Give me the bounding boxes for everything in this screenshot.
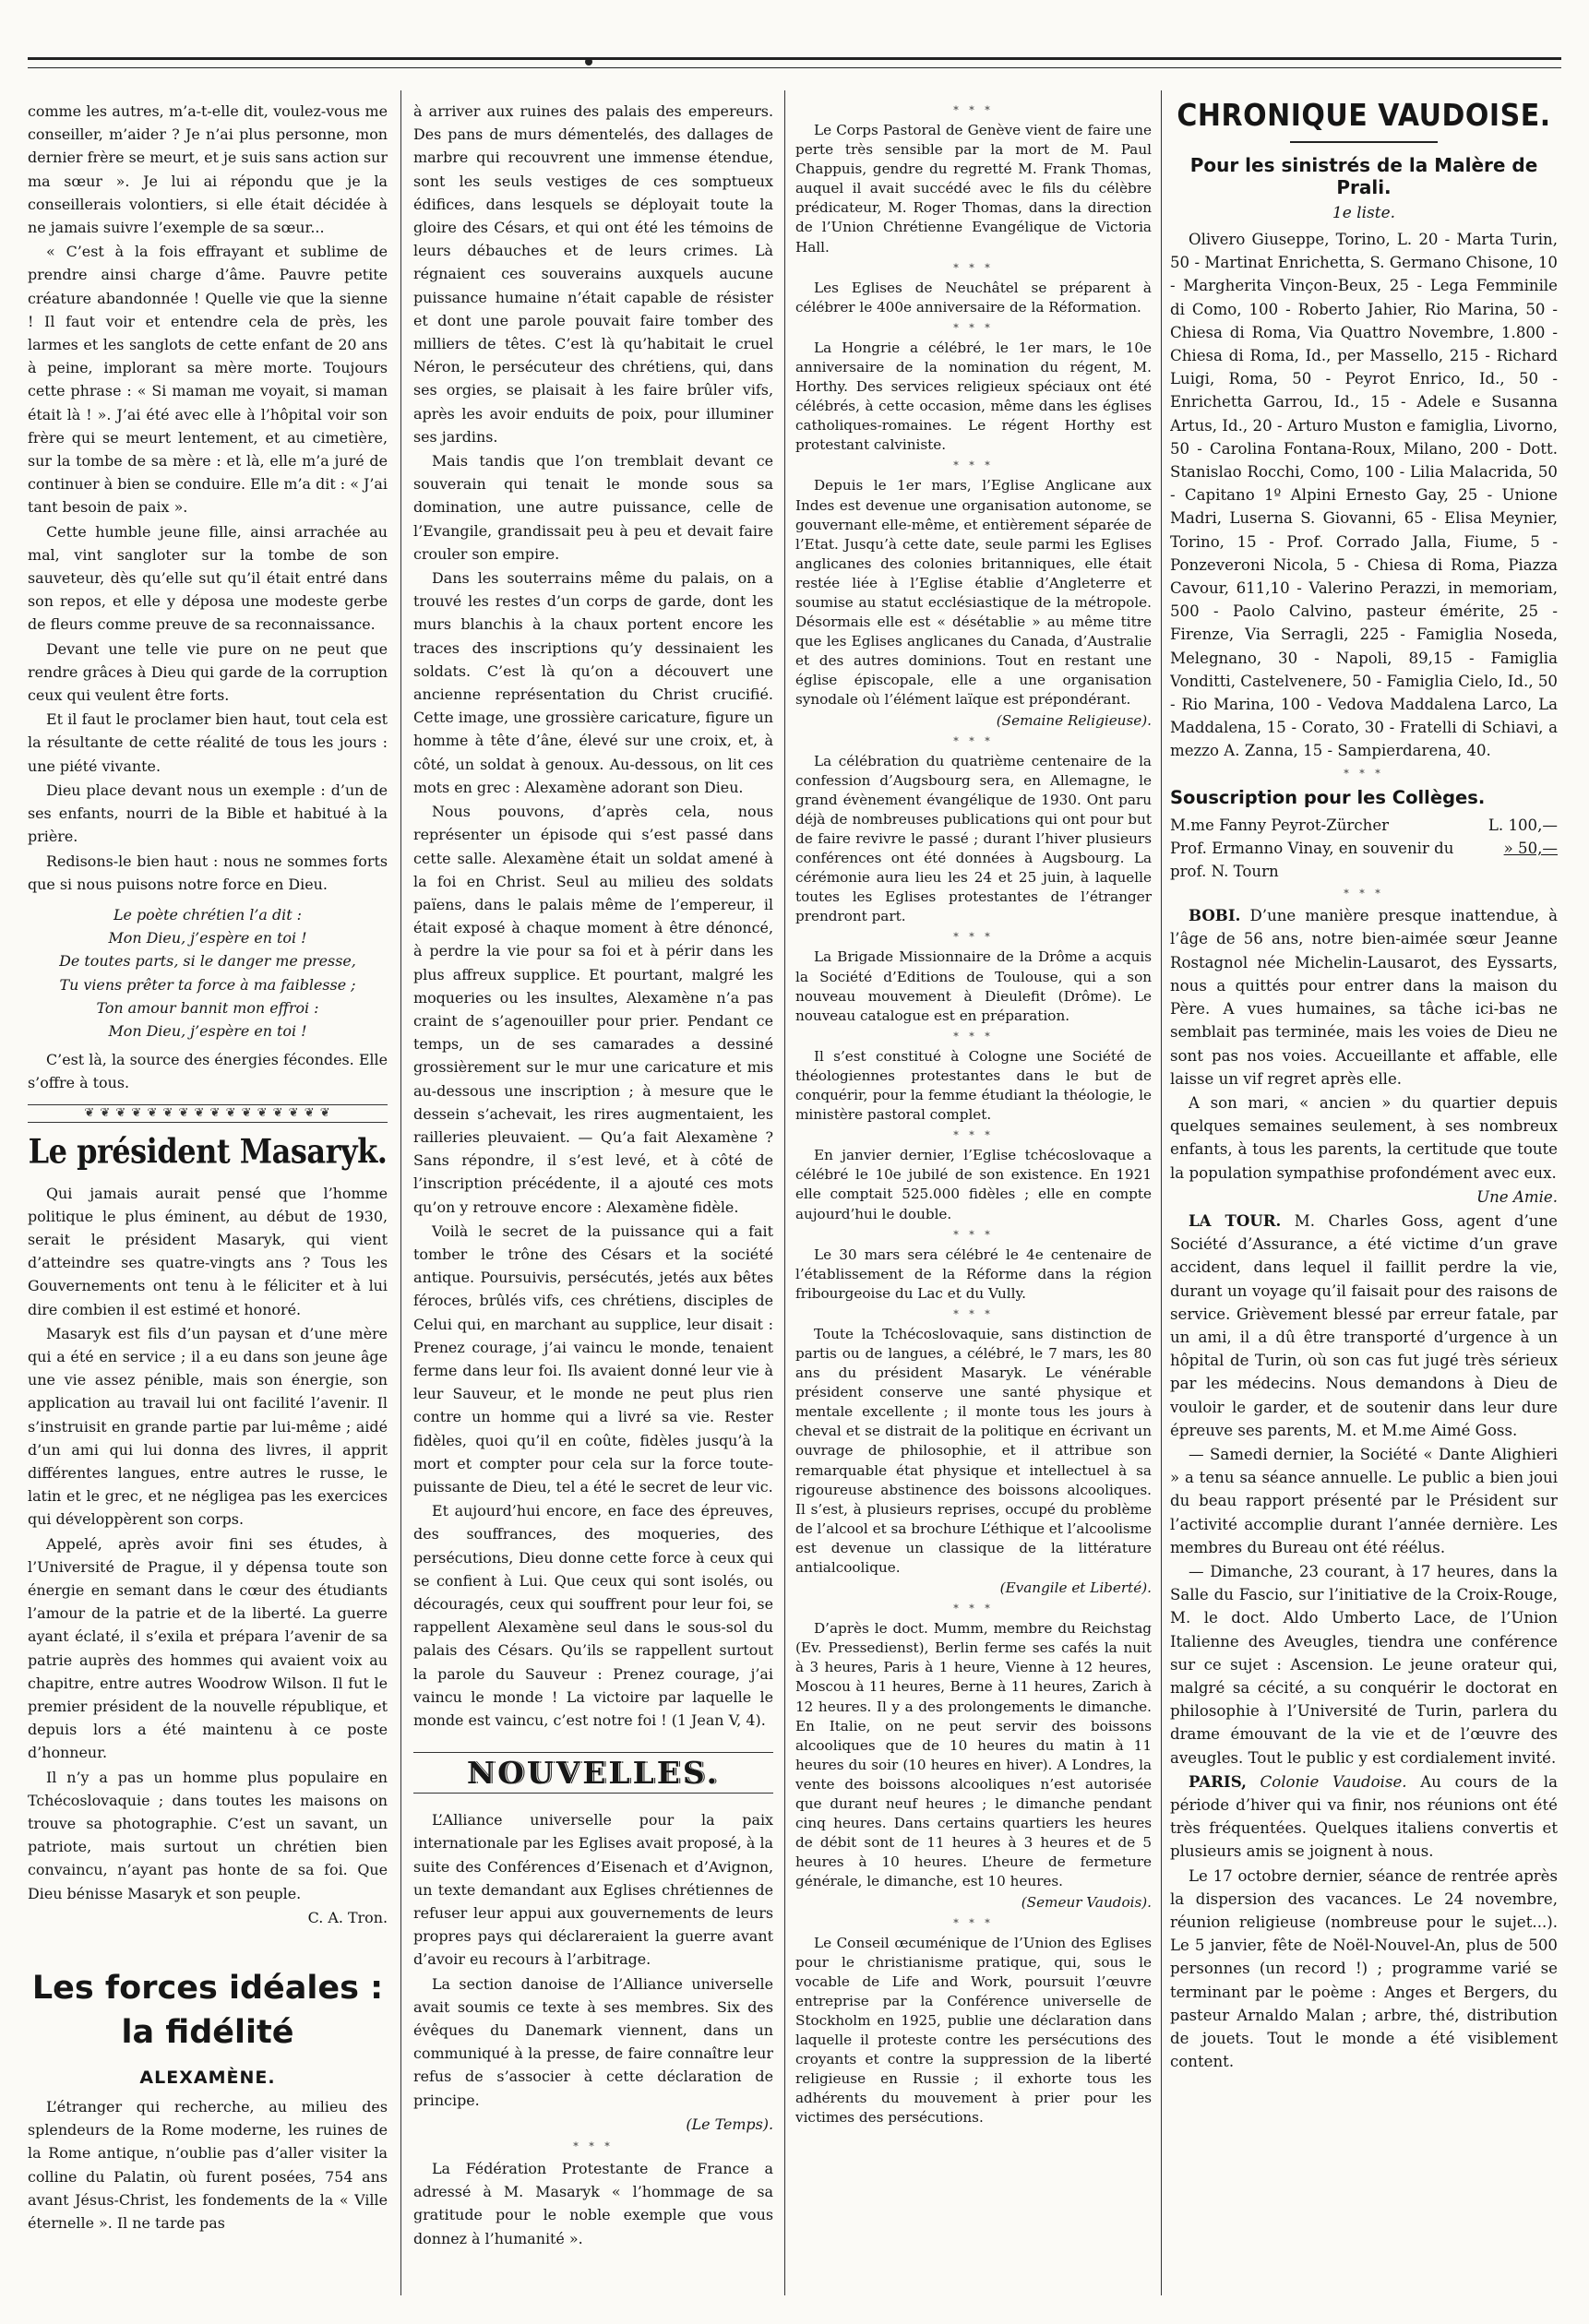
section-stars: * * * [953,104,994,116]
column-4 [1170,100,1558,2300]
news-item: La Hongrie a célébré, le 1er mars, le 10e anniversaire de la nomination du régent, M. Horthy. Des services religieux spéciaux ont été célébrés, à cette occasion, même dans les églises catholiques-romaines. Le régent Horthy est protestant calviniste. [795,339,1152,454]
poem-line: Mon Dieu, j’espère en toi ! [108,1021,307,1040]
section-stars: * * * [953,1030,994,1043]
column-3 [795,100,1152,2300]
place-heading: BOBI. [1189,906,1241,925]
news-item: D’après le doct. Mumm, membre du Reichstag (Ev. Pressedienst), Berlin ferme ses cafés la nuit à 3 heures, Paris à 1 heure, Vienne à 12 heures, Moscou à 11 heures, Berne à 11 heures, Zarich à 12 heures. Il y a des prolongements le dimanche. En Italie, on ne peut servir des boissons alcooliques que de 10 heures du matin à 11 heures du soir (10 heures en hiver). A Londres, la vente des boissons alcooliques n’est autorisée que durant neuf heures ; le dimanche pendant cinq heures. Dans certains quartiers les heures de débit sont de 11 heures à 3 heures et de 5 heures à 10 heures. L’heure de fermeture générale, le dimanche, est 10 heures. [795,1620,1152,1890]
column-1 [28,100,388,2300]
section-stars: * * * [953,1603,994,1615]
news-item: Toute la Tchécoslovaquie, sans distinction de partis ou de langues, a célébré, le 7 mars, les 80 ans du président Masaryk. Le vénérable président conserve une santé physique et mentale excellente ; il monte tous les jours à cheval et se distrait de la politique en écrivant un ouvrage de philosophie, et il attribue son remarquable état physique et intellectuel à sa rigoureuse abstinence des boissons alcooliques. Il s’est, à plusieurs reprises, occupé du problème de l’alcool et sa brochure L’éthique et l’alcoolisme est devenue un classique de la littérature antialcoolique. [795,1325,1152,1576]
source-citation: (Evangile et Liberté). [999,1579,1152,1597]
paragraph: L’étranger qui recherche, au milieu des splendeurs de la Rome moderne, les ruines de la Rome antique, n’oublie pas d’aller visiter la colline du Palatin, où furent posées, 754 ans avant Jésus-Christ, les fondements de la « Ville éternelle ». Il ne tarde pas [28,2098,388,2233]
paragraph-text: Au cours de la période d’hiver qui va finir, nos réunions ont été très fréquentées. Quelques italiens convertis et plusieurs amis se joignent à nous. [1170,1772,1558,1861]
column-rule [1161,90,1162,2295]
paragraph: — Samedi dernier, la Société « Dante Alighieri » a tenu sa séance annuelle. Le public a bien joui du beau rapport présenté par le Président sur l’activité accomplie durant l’année dernière. Les membres du Bureau ont été réélus. [1170,1445,1558,1556]
poem-line: Le poète chrétien l’a dit : [114,905,302,924]
column-2 [413,100,773,2300]
donor-row [1170,837,1558,883]
news-item: Le 30 mars sera célébré le 4e centenaire de l’établissement de la Réforme dans la région fribourgeoise du Lac et du Vully. [795,1245,1152,1302]
poem-line: Tu viens prêter ta force à ma faiblesse ; [59,975,356,994]
section-stars: * * * [953,321,994,334]
paragraph: Mais tandis que l’on tremblait devant ce souverain qui tenait le monde sous sa domination, une autre puissance, celle de l’Evangile, grandissait peu à peu et devait faire crouler son empire. [413,452,773,563]
paragraph [1170,1210,1558,1442]
paragraph-text: M. Charles Goss, agent d’une Société d’Assurance, a été victime d’un grave accident, dans lequel il faillit perdre la vie, durant un voyage qu’il faisait pour des raisons de service. Grièvement blessé par erreur fatale, par un ami, il a dû être transporté d’urgence à un hôpital de Turin, où son cas fut jugé très sérieux par les médecins. Nous demandons à Dieu de vouloir le garder, et de soutenir dans leur dure épreuve ses parents, M. et M.me Aimé Goss. [1170,1211,1558,1439]
paragraph: Appelé, après avoir fini ses études, à l’Université de Prague, il y dépensa toute son énergie en semant dans le cœur des étudiants l’amour de la patrie et de la liberté. La guerre ayant éclaté, il s’exila et prépara l’avenir de sa patrie auprès des hommes qui avaient voix au chapitre, entre autres Woodrow Wilson. Il fut le premier président de la nouvelle république, et depuis lors a été maintenu à ce poste d’honneur. [28,1534,388,1762]
forces-headline: Les forces idéales : la fidélité [31,1970,384,2052]
author-signature: C. A. Tron. [307,1908,388,1926]
donor-amount: » 50,— [1503,839,1558,857]
paragraph: A son mari, « ancien » du quartier depuis quelques semaines seulement, à ses nombreux enfants, à tous les parents, la certitude que toute la population sympathise profondément avec eux. [1170,1093,1558,1182]
paragraph: Le 17 octobre dernier, séance de rentrée après la dispersion des vacances. Le 24 novembre, réunion religieuse (nombreuse pour le sujet...). Le 5 janvier, fête de Noël-Nouvel-An, plus de 500 personnes (un record !) ; programme varié se terminant par le poème : Anges et Bergers, du pasteur Arnaldo Malan ; arbre, thé, distribution de jouets. Tout le monde a été visiblement content. [1170,1866,1558,2071]
poem-line: Ton amour bannit mon effroi : [96,998,319,1017]
paragraph [1170,1770,1558,1864]
paragraph: Voilà le secret de la puissance qui a fait tomber le trône des Césars et la société antique. Poursuivis, persécutés, jetés aux bêtes féroces, brûlés vifs, ces chrétiens, disciples de Celui qui, en marchant au supplice, leur disait : Prenez courage, j’ai vaincu le monde, tenaient ferme dans leur foi. Ils avaient donné leur vie à leur Sauveur, et le monde ne peut plus rien contre un homme qui a livré sa vie. Rester fidèles, quoi qu’il en coûte, fidèles jusqu’à la mort et compter pour cela sur la force toute-puissante de Dieu, tel a été le secret de leur vic. [413,1222,773,1496]
news-item: Le Conseil œcuménique de l’Union des Eglises pour le christianisme pratique, qui, sous le vocable de Life and Work, poursuit l’œuvre entreprise par la Conférence universelle de Stockholm en 1925, publie une déclaration dans laquelle il proteste contre les persécutions des croyants et contre la suppression de la liberté religieuse en Russie ; il exhorte tous les adhérents du mouvement à prier pour les victimes des persécutions. [795,1934,1152,2127]
top-rule-ornament [585,58,592,66]
nouvelles-headline: NOUVELLES. [413,1752,773,1794]
paragraph [1170,904,1558,1090]
source-citation: (Semaine Religieuse). [996,711,1152,729]
news-item: La célébration du quatrième centenaire de la confession d’Augsbourg sera, en Allemagne, le grand évènement évangélique de 1930. Ont paru déjà de nombreuses publications qui ont pour but de faire revivre le passé ; durant l’hiver plusieurs conférences ont été données à Augsbourg. La cérémonie aura lieu les 24 et 25 juin, à laquelle toutes les Eglises protestantes de l’étranger prendront part. [795,752,1152,925]
paragraph: Qui jamais aurait pensé que l’homme politique le plus éminent, au début de 1930, serait le président Masaryk, qui vient d’atteindre ses quatre-vingts ans ? Tous les Gouvernements ont tenu à le féliciter et à lui dire combien il est estimé et honoré. [28,1184,388,1318]
author-signature: Une Amie. [1476,1187,1558,1206]
section-stars: * * * [953,734,994,747]
paragraph: Cette humble jeune fille, ainsi arrachée au mal, vint sangloter sur la tombe de son sauveteur, dès qu’elle sut qu’il était entré dans son repos, et elle y déposa une modeste gerbe de fleurs comme preuve de sa reconnaissance. [28,522,388,634]
news-item: Il s’est constitué à Cologne une Société de théologiennes protestantes dans le but de conquérir, pour la femme étudiant la théologie, le ministère pastoral complet. [795,1047,1152,1124]
paragraph: Redisons-le bien haut : nous ne sommes forts que si nous puisons notre force en Dieu. [28,852,388,893]
section-stars: * * * [953,1228,994,1241]
paragraph: Il n’y a pas un homme plus populaire en Tchécoslovaquie ; dans toutes les maisons on trouve sa photographie. C’est un savant, un patriote, mais surtout un chrétien bien convaincu, n’ayant pas honte de sa foi. Que Dieu bénisse Masaryk et son peuple. [28,1768,388,1902]
paragraph: C’est là, la source des énergies fécondes. Elle s’offre à tous. [28,1051,388,1092]
alexamene-subheadline: ALEXAMÈNE. [139,2068,276,2089]
paragraph: Devant une telle vie pure on ne peut que rendre grâces à Dieu qui garde de la corruption ceux qui veulent être forts. [28,639,388,705]
place-heading: PARIS, [1189,1771,1247,1791]
poem-line: Mon Dieu, j’espère en toi ! [108,929,307,947]
news-item: En janvier dernier, l’Eglise tchécoslovaque a célébré le 10e jubilé de son existence. En 1921 elle comptait 525.000 fidèles ; elle en compte aujourd’hui le double. [795,1147,1152,1222]
section-stars: * * * [953,459,994,472]
masaryk-headline: Le président Masaryk. [28,1130,388,1172]
paragraph: comme les autres, m’a-t-elle dit, voulez-vous me conseiller, m’aider ? Je n’ai plus personne, mon dernier frère se meurt, et je suis sans action sur ma sœur ». Je lui ai répondu que je la conseillerais volontiers, si elle était décidée à ne jamais suivre l’exemple de sa sœur... [28,102,388,237]
paragraph-text: D’une manière presque inattendue, à l’âge de 56 ans, notre bien-aimée sœur Jeanne Rostagnol née Michelin-Lausarot, des Eyssarts, nous a quittés pour entrer dans la maison du Père. A vues humaines, sa tâche ici-bas ne semblait pas terminée, mais les voies de Dieu ne sont pas nos voies. Accueillante et affable, elle laisse un vif regret après elle. [1170,907,1558,1088]
section-stars: * * * [953,931,994,944]
paragraph: Et il faut le proclamer bien haut, tout cela est la résultante de cette réalité de tous les jours : une piété vivante. [28,710,388,775]
paragraph: « C’est à la fois effrayant et sublime de prendre ainsi charge d’âme. Pauvre petite créature abandonnée ! Quelle vie que la sienne ! Il faut voir et entendre cela de près, les larmes et les sanglots de cette enfant de 20 ans à peine, implorant sa mère morte. Toujours cette phrase : « Si maman me voyait, si maman était là ! ». J’ai été avec elle à l’hôpital voir son frère qui se meurt lentement, et au cimetière, sur la tombe de sa mère : et là, elle m’a juré de continuer à bien se conduire. Elle m’a dit : « J’ai tant besoin de paix ». [28,243,388,517]
section-stars: * * * [953,1129,994,1142]
paragraph-subtitle: Colonie Vaudoise. [1260,1772,1407,1791]
donor-name: Prof. Ermanno Vinay, en souvenir du prof. N. Tourn [1170,839,1454,881]
column-rule [400,90,401,2295]
paragraph: La Fédération Protestante de France a adressé à M. Masaryk « l’hommage de sa gratitude pour le noble exemple que vous donnez à l’humanité ». [413,2160,773,2247]
paragraph: L’Alliance universelle pour la paix internationale par les Eglises avait proposé, à la suite des Conférences d’Eisenach et d’Avignon, un texte demandant aux Eglises chrétiennes de refuser leur appui aux gouvernements de leurs propres pays qui déclareraient la guerre avant d’avoir eu recours à l’arbitrage. [413,1811,773,1969]
section-stars: * * * [953,261,994,274]
paragraph: Masaryk est fils d’un paysan et d’une mère qui a été en service ; il a eu dans son jeune âge une vie assez pénible, mais son énergie, son application au travail lui ont facilité l’avenir. Il s’instruisit en grande partie par lui-même ; aidé d’un ami qui lui donna des livres, il apprit différentes langues, entre autres le russe, le latin et le grec, et ne négligea pas les exercices qui développèrent son corps. [28,1324,388,1529]
section-stars: * * * [953,1307,994,1320]
headline-rule [1290,141,1438,143]
donation-list: Olivero Giuseppe, Torino, L. 20 - Marta Turin, 50 - Martinat Enrichetta, S. Germano Chisone, 10 - Margherita Vinçon-Beux, 25 - Lega Femminile di Como, 100 - Roberto Jahier, Rio Marina, 50 - Chiesa di Roma, Via Quattro Novembre, 1.800 - Chiesa di Roma, Id., per Massello, 215 - Richard Luigi, Roma, 50 - Peyrot Enrico, Id., 50 - Enrichetta Garrou, Id., 15 - Adele e Susanna Artus, Id., 20 - Arturo Muston e famiglia, Livorno, 50 - Carolina Fontana-Roux, Milano, 200 - Dott. Stanislao Rocchi, Como, 100 - Lilia Malacrida, 50 - Capitano 1º Alpini Ernesto Gay, 25 - Unione Madri, Luserna S. Giovanni, 65 - Elisa Meynier, Torino, 15 - Prof. Corrado Jalla, Fiume, 5 - Ponzeveroni Nicola, 5 - Chiesa di Roma, Piazza Cavour, 611,10 - Valerino Perazzi, in memoriam, 500 - Paolo Calvino, pasteur émérite, 25 - Firenze, Via Serragli, 225 - Famiglia Noseda, Melegnano, 30 - Napoli, 89,15 - Famiglia Vonditti, Castelvenere, 50 - Famiglia Cielo, Id., 50 - Rio Marina, 100 - Vedova Maddalena Larco, La Maddalena, 15 - Corato, 30 - Fratelli di Schiavi, a mezzo A. Zanna, 15 - Sampierdarena, 40. [1170,231,1558,760]
news-item: Depuis le 1er mars, l’Eglise Anglicane aux Indes est devenue une organisation autonome, se gouvernant elle-même, et entièrement séparée de l’Etat. Jusqu’à cette date, seule parmi les Eglises anglicanes des colonies britanniques, elle était restée liée à l’Eglise établie d’Angleterre et soumise au statut ecclésiastique de la métropole. Désormais elle est « désétablie » au même titre que les Eglises anglicanes du Canada, d’Australie et des autres dominions. Tout en restant une église épiscopale, elle a une organisation synodale où l’élément laïque est prépondérant. [795,477,1152,709]
chronique-headline: CHRONIQUE VAUDOISE. [1177,100,1551,134]
section-stars: * * * [953,1916,994,1929]
donor-amount: L. 100,— [1487,816,1558,834]
place-heading: LA TOUR. [1189,1210,1282,1230]
paragraph: à arriver aux ruines des palais des empereurs. Des pans de murs démentelés, des dallages de marbre qui recouvrent une immense étendue, sont les seuls vestiges de ces somptueux édifices, dans lesquels se déployait toute la gloire des Césars, et qui ont été les témoins de leurs débauches et de leurs crimes. Là régnaient ces souverains auxquels aucune puissance humaine n’était capable de résister et dont une parole pouvait faire tomber des milliers de têtes. C’est là qu’habitait le cruel Néron, le persécuteur des chrétiens, qui, dans ses orgies, se plaisait à les faire brûler vifs, après les avoir enduits de poix, pour illuminer ses jardins. [413,102,773,446]
poem-line: De toutes parts, si le danger me presse, [59,952,356,971]
top-double-rule [28,57,1561,68]
paragraph: La section danoise de l’Alliance universelle avait soumis ce texte à ses membres. Six des évêques du Danemark viennent, dans un communiqué à la presse, de faire connaître leur refus de s’associer à cette déclaration de principe. [413,1974,773,2109]
section-stars: * * * [573,2140,614,2153]
news-item: Les Eglises de Neuchâtel se préparent à célébrer le 400e anniversaire de la Réformation. [795,279,1152,316]
paragraph: Et aujourd’hui encore, en face des épreuves, des souffrances, des moqueries, des persécutions, Dieu donne cette force à ceux qui se confient à Lui. Que ceux qui sont isolés, ou découragés, ceux qui souffrent pour leur foi, se rappellent Alexamène seul dans le sous-sol du palais des Césars. Qu’ils se rappellent surtout la parole du Sauveur : Prenez courage, j’ai vaincu le monde ! La victoire par laquelle le monde est vaincu, c’est notre foi ! (1 Jean V, 4). [413,1502,773,1730]
prali-subheadline: Pour les sinistrés de la Malère de Prali. [1189,154,1538,198]
paragraph: Dans les souterrains même du palais, on a trouvé les restes d’un corps de garde, dont les murs blanchis à la chaux portent encore les traces des inscriptions qu’y dessinaient les soldats. C’est là qu’on a découvert une ancienne représentation du Christ crucifié. Cette image, une grossière caricature, figure un homme à tête d’âne, élevé sur une croix, et, à côté, un soldat à genoux. Au-dessous, on lit ces mots en grec : Alexamène adorant son Dieu. [413,569,773,796]
ornament-divider: ❦ ❦ ❦ ❦ ❦ ❦ ❦ ❦ ❦ ❦ ❦ ❦ ❦ ❦ ❦ ❦ [28,1104,388,1123]
paragraph: Dieu place devant nous un exemple : d’un de ses enfants, nourri de la Bible et habitué à la prière. [28,781,388,846]
paragraph: Nous pouvons, d’après cela, nous représenter un épisode qui s’est passé dans cette salle. Alexamène était un soldat amené à la foi en Christ. Seul au milieu des soldats païens, dans le palais même de l’empereur, il était exposé à chaque moment à être dénoncé, à perdre la vie pour sa foi et à périr dans les plus affreux supplice. Et pourtant, malgré les moqueries ou les insultes, Alexamène n’a pas craint de s’agenouiller pour prier. Pendant ce temps, un de ses camarades a dessiné grossièrement sur le mur une caricature et mis au-dessous une inscription ; à mesure que le dessein s’achevait, les rires augmentaient, les railleries pleuvaient. — Qu’a fait Alexamène ? Sans répondre, il s’est levé, et à côté de l’inscription précédente, il a ajouté ces mots qu’on y retrouve encore : Alexamène fidèle. [413,803,773,1216]
column-rule [784,90,785,2295]
souscription-headline: Souscription pour les Collèges. [1170,786,1486,808]
paragraph: — Dimanche, 23 courant, à 17 heures, dans la Salle du Fascio, sur l’initiative de la Croix-Rouge, M. le doct. Aldo Umberto Lace, de l’Union Italienne des Aveugles, tiendra une conférence sur ce sujet : Ascension. Le jeune orateur qui, malgré sa cécité, a su conquérir le doctorat en philosophie à l’Université de Turin, parlera du drame émouvant de la vie et de l’œuvre des aveugles. Tout le public y est cordialement invité. [1170,1562,1558,1767]
news-item: La Brigade Missionnaire de la Drôme a acquis la Société d’Editions de Toulouse, qui a son nouveau mouvement à Dieulefit (Drôme). Le nouveau catalogue est en préparation. [795,948,1152,1024]
list-label: 1e liste. [1332,204,1396,222]
section-stars: * * * [1344,767,1384,780]
donor-name: M.me Fanny Peyrot-Zürcher [1170,816,1390,834]
section-stars: * * * [1344,888,1384,900]
donor-row [1170,814,1558,837]
source-citation: (Semeur Vaudois). [1021,1893,1152,1911]
news-item: Le Corps Pastoral de Genève vient de faire une perte très sensible par la mort de M. Paul Chappuis, gendre du regretté M. Frank Thomas, auquel il avait succédé avec le fils du célèbre prédicateur, M. Roger Thomas, dans la direction de l’Union Chrétienne Evangélique de Victoria Hall. [795,122,1152,256]
poem [28,903,388,1043]
source-citation: (Le Temps). [686,2115,773,2133]
